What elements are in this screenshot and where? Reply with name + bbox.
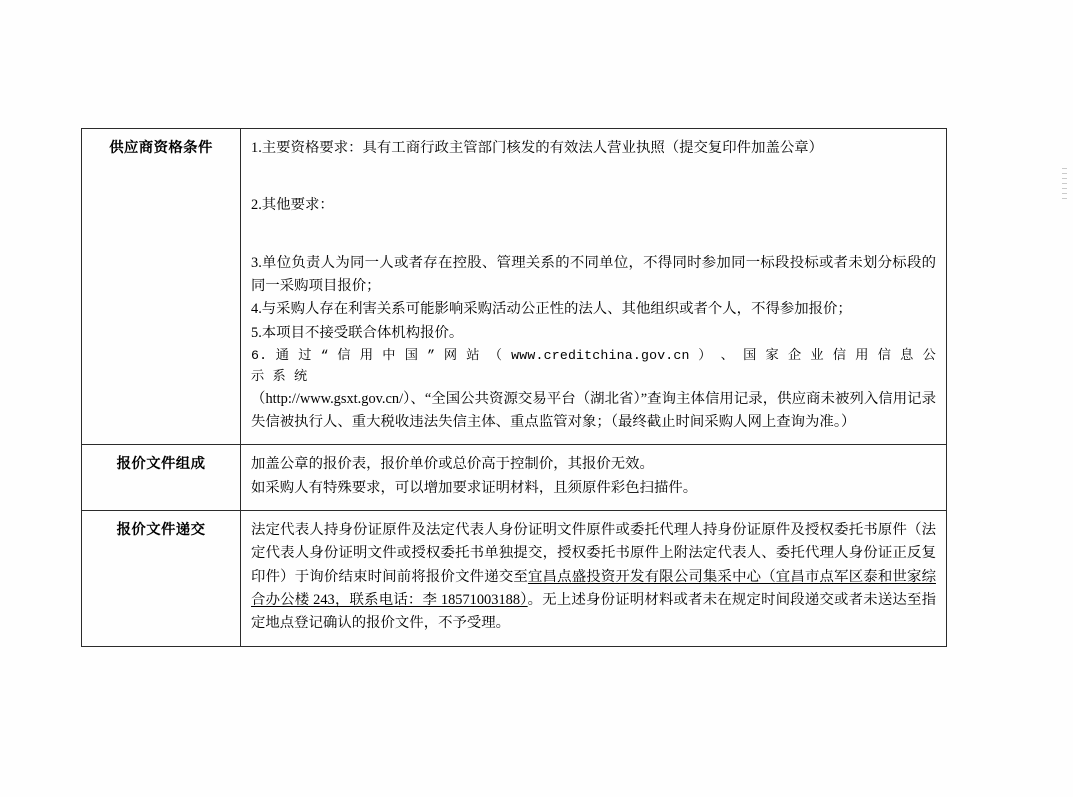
row-label-quotation-composition: 报价文件组成 <box>82 445 241 511</box>
qualification-line-3: 3.单位负责人为同一人或者存在控股、管理关系的不同单位，不得同时参加同一标段投标或者未划分标段的同一采购项目报价； <box>251 254 936 294</box>
qualification-line-5: 5.本项目不接受联合体机构报价。 <box>251 324 464 341</box>
qualification-line-1: 1.主要资格要求：具有工商行政主管部门核发的有效法人营业执照（提交复印件加盖公章） <box>251 140 824 156</box>
qualification-line-7: （http://www.gsxt.gov.cn/）、“全国公共资源交易平台（湖北省）”查询主体信用记录，供应商未被列入信用记录失信被执行人、重大税收违法失信主体、重点监管对象；（最终截止时间采购人网上查询为准。） <box>251 390 936 431</box>
table-row <box>82 445 947 511</box>
row-content-quotation-submission <box>241 511 947 647</box>
table-row <box>82 511 947 647</box>
qualification-line-6: 6. 通 过 “ 信 用 中 国 ” 网 站 （ www.creditchina.gov.cn ） 、 国 家 企 业 信 用 信 息 公 示 系 统 <box>251 347 936 385</box>
row-label-quotation-submission: 报价文件递交 <box>82 511 241 647</box>
requirements-table <box>81 128 947 647</box>
submission-part-1: 法定代表人持身份证原件及法定代表人身份证明文件原件或委托代理人持身份证原件及授权委托书原件（法定代表人身份证明文件或授权委托书单独提交，授权委托书原件上附法定代表人、委托代理人身份证正反复印件）于询价结束时间前将报价文件递交至 <box>251 522 936 585</box>
submission-part-3: 。无上述身份证明材料或者未在规定时间段递交或者未送达至指定地点登记确认的报价文件，不予受理。 <box>251 592 936 632</box>
qualification-line-4: 4.与采购人存在利害关系可能影响采购活动公正性的法人、其他组织或者个人，不得参加报价； <box>251 301 852 318</box>
composition-line-1: 加盖公章的报价表，报价单价或总价高于控制价，其报价无效。 <box>251 456 654 473</box>
row-content-supplier-qualification <box>241 129 947 445</box>
submission-part-2-underlined: 宜昌点盛投资开发有限公司集采中心（宜昌市点军区泰和世家综合办公楼 243，联系电话：李 18571003188） <box>251 568 936 609</box>
qualification-line-2: 2.其他要求： <box>251 197 334 214</box>
submission-paragraph <box>251 519 936 636</box>
row-label-supplier-qualification: 供应商资格条件 <box>82 129 241 445</box>
composition-line-2: 如采购人有特殊要求，可以增加要求证明材料，且须原件彩色扫描件。 <box>251 479 698 496</box>
table-row <box>82 129 947 445</box>
row-content-quotation-composition <box>241 445 947 511</box>
scan-edge-artifact <box>1062 168 1067 202</box>
